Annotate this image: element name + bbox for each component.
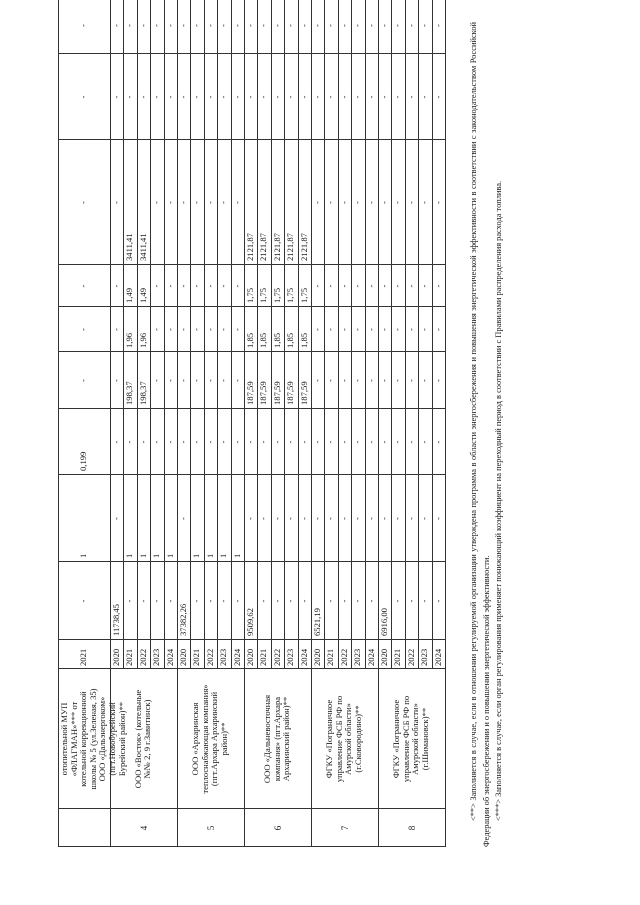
value-c6: - <box>178 284 188 288</box>
value-c4: 187,59 <box>245 381 255 405</box>
value-c2: - <box>419 517 430 520</box>
year: 2020 <box>312 648 322 666</box>
value-c2: 1 <box>137 553 148 558</box>
value-c4: - <box>325 379 336 382</box>
value-c6: 1,75 <box>285 287 296 303</box>
value-c5: - <box>338 328 349 331</box>
row-index: 7 <box>339 825 350 831</box>
year: 2020 <box>111 648 121 666</box>
row-index-cell <box>58 809 110 847</box>
value-c9: - <box>164 24 175 27</box>
value-c9: - <box>271 24 282 27</box>
value-c1: 9509,62 <box>245 608 255 636</box>
value-c6: - <box>325 284 336 288</box>
value-c4: - <box>111 379 121 382</box>
year: 2020 <box>245 648 255 666</box>
year: 2022 <box>137 648 148 666</box>
year: 2023 <box>419 648 430 666</box>
value-c7: 2121,87 <box>258 233 269 261</box>
value-c7: - <box>392 201 403 204</box>
value-c8: - <box>124 95 135 99</box>
value-c6: - <box>405 284 416 288</box>
value-c4: - <box>312 379 322 382</box>
value-c8: - <box>245 95 255 99</box>
value-c3: - <box>111 440 121 444</box>
value-c5: - <box>352 328 363 331</box>
value-c1: - <box>151 599 162 603</box>
value-c9: - <box>258 24 269 27</box>
value-c7: - <box>151 201 162 204</box>
year: 2021 <box>392 648 403 666</box>
value-c9: - <box>151 24 162 27</box>
organization-name: ООО «Дальневосточная компания» (пгт.Архара Архаринский район)** <box>262 694 292 784</box>
value-c6: 1,49 <box>137 287 148 303</box>
value-c7: - <box>338 201 349 204</box>
value-c2: - <box>405 517 416 520</box>
year: 2020 <box>379 648 389 666</box>
value-c4: - <box>379 379 389 382</box>
value-c5: - <box>325 328 336 331</box>
value-c6: - <box>419 284 430 288</box>
value-c7: 2121,87 <box>245 233 255 261</box>
value-c8: - <box>111 95 121 99</box>
value-c7: - <box>111 201 121 204</box>
value-c1: - <box>78 599 88 603</box>
value-c6: - <box>392 284 403 288</box>
value-c9: - <box>432 24 443 27</box>
value-c5: - <box>191 328 202 331</box>
value-c8: - <box>191 95 202 99</box>
value-c2: 1 <box>151 553 162 558</box>
value-c7: - <box>191 201 202 204</box>
year: 2020 <box>178 648 188 666</box>
value-c9: - <box>124 24 135 27</box>
value-c1: - <box>338 599 349 603</box>
value-c2: 1 <box>218 553 229 558</box>
value-c5: - <box>312 328 322 331</box>
value-c6: - <box>191 284 202 288</box>
value-c2: - <box>352 517 363 520</box>
value-c4: - <box>151 379 162 382</box>
value-c9: - <box>419 24 430 27</box>
year: 2021 <box>124 648 135 666</box>
year: 2024 <box>298 648 309 666</box>
value-c5: - <box>405 328 416 331</box>
value-c4: - <box>405 379 416 382</box>
value-c2: - <box>245 517 255 520</box>
value-c4: 198,37 <box>124 381 135 405</box>
value-c4: 187,59 <box>285 381 296 405</box>
value-c5: - <box>178 328 188 331</box>
value-c3: - <box>124 440 135 444</box>
value-c8: - <box>419 95 430 99</box>
value-c3: - <box>392 440 403 444</box>
value-c9: - <box>338 24 349 27</box>
value-c4: 198,37 <box>137 381 148 405</box>
value-c4: - <box>218 379 229 382</box>
value-c7: - <box>432 201 443 204</box>
value-c6: - <box>231 284 242 288</box>
value-c6: - <box>379 284 389 288</box>
value-c5: 1,96 <box>124 332 135 348</box>
value-c2: - <box>432 517 443 520</box>
year: 2022 <box>271 648 282 666</box>
value-c4: - <box>191 379 202 382</box>
value-c1: - <box>298 599 309 603</box>
value-c3: - <box>432 440 443 444</box>
value-c7: 2121,87 <box>271 233 282 261</box>
value-c5: - <box>365 328 376 331</box>
year: 2023 <box>151 648 162 666</box>
value-c1: - <box>352 599 363 603</box>
value-c5: - <box>218 328 229 331</box>
value-c3: - <box>271 440 282 444</box>
value-c3: - <box>325 440 336 444</box>
year: 2024 <box>365 648 376 666</box>
value-c9: - <box>325 24 336 27</box>
value-c4: - <box>352 379 363 382</box>
row-index: 4 <box>138 825 149 831</box>
value-c7: 3411,41 <box>124 233 135 261</box>
value-c1: - <box>218 599 229 603</box>
value-c1: - <box>231 599 242 603</box>
value-c5: - <box>231 328 242 331</box>
value-c2: - <box>379 517 389 520</box>
organization-name: ООО «Архаринская теплоснабжающая компания» (пгт.Архара Архаринский район)** <box>190 684 230 794</box>
value-c1: 6916,00 <box>379 608 389 636</box>
value-c4: - <box>365 379 376 382</box>
value-c9: - <box>204 24 215 27</box>
value-c7: - <box>419 201 430 204</box>
value-c7: - <box>78 201 88 204</box>
value-c2: - <box>258 517 269 520</box>
value-c7: 3411,41 <box>137 233 148 261</box>
value-c9: - <box>78 24 88 27</box>
value-c8: - <box>298 95 309 99</box>
value-c1: - <box>392 599 403 603</box>
value-c3: - <box>204 440 215 444</box>
value-c9: - <box>218 24 229 27</box>
value-c5: - <box>111 328 121 331</box>
value-c6: - <box>111 284 121 288</box>
value-c9: - <box>365 24 376 27</box>
value-c3: - <box>285 440 296 444</box>
value-c5: - <box>151 328 162 331</box>
value-c3: - <box>298 440 309 444</box>
value-c5: 1,85 <box>245 332 255 348</box>
value-c1: - <box>204 599 215 603</box>
value-c6: - <box>352 284 363 288</box>
value-c1: - <box>405 599 416 603</box>
value-c5: 1,85 <box>271 332 282 348</box>
value-c2: - <box>271 517 282 520</box>
tariff-table <box>58 0 454 847</box>
value-c4: - <box>164 379 175 382</box>
value-c6: 1,75 <box>258 287 269 303</box>
value-c5: - <box>204 328 215 331</box>
value-c8: - <box>178 95 188 99</box>
year: 2022 <box>405 648 416 666</box>
value-c5: 1,96 <box>137 332 148 348</box>
value-c5: 1,85 <box>258 332 269 348</box>
value-c3: - <box>365 440 376 444</box>
value-c8: - <box>325 95 336 99</box>
value-c7: - <box>405 201 416 204</box>
value-c6: - <box>151 284 162 288</box>
value-c9: - <box>191 24 202 27</box>
value-c6: - <box>164 284 175 288</box>
value-c9: - <box>379 24 389 27</box>
value-c9: - <box>178 24 188 27</box>
value-c7: - <box>312 201 322 204</box>
value-c7: - <box>164 201 175 204</box>
value-c6: 1,75 <box>245 287 255 303</box>
value-c7: - <box>352 201 363 204</box>
value-c3: - <box>178 440 188 444</box>
value-c9: - <box>312 24 322 27</box>
organization-name: ФГКУ «Пограничное управление ФСБ РФ по Амурской области» (г.Шимановск)** <box>391 695 431 783</box>
value-c9: - <box>298 24 309 27</box>
value-c1: 6521,19 <box>312 608 322 636</box>
value-c3: - <box>245 440 255 444</box>
value-c8: - <box>164 95 175 99</box>
value-c5: 1,85 <box>285 332 296 348</box>
value-c1: - <box>285 599 296 603</box>
table-bottom-border <box>445 0 446 847</box>
value-c2: - <box>365 517 376 520</box>
value-c8: - <box>312 95 322 99</box>
year: 2023 <box>285 648 296 666</box>
year: 2021 <box>191 648 202 666</box>
value-c6: 1,75 <box>298 287 309 303</box>
value-c6: 1,75 <box>271 287 282 303</box>
value-c9: - <box>111 24 121 27</box>
value-c4: - <box>338 379 349 382</box>
value-c8: - <box>432 95 443 99</box>
value-c4: - <box>178 379 188 382</box>
value-c2: - <box>111 517 121 520</box>
value-c2: - <box>178 517 188 520</box>
footnote-3: <***> Заполняется в случае, если орган регулирования применяет понижающий коэффициент на переходный период в соответствии с Правилами распределения расхода топлива. <box>494 180 504 821</box>
value-c2: - <box>392 517 403 520</box>
value-c6: - <box>312 284 322 288</box>
value-c8: - <box>271 95 282 99</box>
value-c3: - <box>312 440 322 444</box>
value-c7: - <box>218 201 229 204</box>
year: 2022 <box>204 648 215 666</box>
value-c8: - <box>218 95 229 99</box>
year: 2021 <box>258 648 269 666</box>
value-c9: - <box>392 24 403 27</box>
value-c4: 187,59 <box>298 381 309 405</box>
value-c7: - <box>204 201 215 204</box>
value-c4: - <box>392 379 403 382</box>
footnotes <box>468 22 506 847</box>
value-c9: - <box>245 24 255 27</box>
value-c5: - <box>164 328 175 331</box>
value-c8: - <box>405 95 416 99</box>
value-c7: - <box>231 201 242 204</box>
value-c3: - <box>191 440 202 444</box>
value-c2: 1 <box>191 553 202 558</box>
organization-name: отопительной МУП «ФЛАГМАН»*** от котельной коррекционной школы № 5 (ул.Зеленая, 35) ООО «Дальэнергоком» (пгт.Новобурейский Бурейский район)** <box>59 688 127 790</box>
value-c5: - <box>392 328 403 331</box>
value-c8: - <box>338 95 349 99</box>
value-c4: - <box>204 379 215 382</box>
value-c9: - <box>137 24 148 27</box>
value-c1: - <box>124 599 135 603</box>
year: 2024 <box>432 648 443 666</box>
value-c8: - <box>379 95 389 99</box>
value-c9: - <box>231 24 242 27</box>
value-c5: - <box>78 328 88 331</box>
organization-name: ООО «Восток» (котельные №№ 2, 9 г.Завитинск) <box>132 689 153 789</box>
value-c3: - <box>338 440 349 444</box>
value-c8: - <box>78 95 88 99</box>
value-c3: - <box>151 440 162 444</box>
value-c8: - <box>285 95 296 99</box>
organization-name: ФГКУ «Пограничное управление ФСБ РФ по Амурской области» (г.Сковородино)** <box>324 695 364 783</box>
value-c9: - <box>285 24 296 27</box>
value-c4: - <box>231 379 242 382</box>
value-c7: 2121,87 <box>285 233 296 261</box>
value-c1: - <box>325 599 336 603</box>
value-c2: - <box>298 517 309 520</box>
value-c8: - <box>365 95 376 99</box>
value-c2: 1 <box>204 553 215 558</box>
value-c3: - <box>137 440 148 444</box>
value-c5: - <box>419 328 430 331</box>
value-c3: - <box>405 440 416 444</box>
value-c6: 1,49 <box>124 287 135 303</box>
value-c2: 1 <box>231 553 242 558</box>
value-c6: - <box>338 284 349 288</box>
value-c6: - <box>432 284 443 288</box>
value-c1: - <box>191 599 202 603</box>
value-c3: - <box>258 440 269 444</box>
footnote-2: <**> Заполняется в случае, если в отношении регулируемой организации утверждена программа в области энергосбережения и повышения энергетической эффективности в соответствии с законодательством Российской Федерации об энергосбережении и о повышении энергетической эффективности. <box>469 22 491 847</box>
value-c9: - <box>352 24 363 27</box>
year: 2024 <box>164 648 175 666</box>
value-c3: - <box>379 440 389 444</box>
value-c2: - <box>338 517 349 520</box>
value-c1: 37382,26 <box>178 603 188 636</box>
value-c7: - <box>379 201 389 204</box>
value-c7: - <box>325 201 336 204</box>
value-c1: - <box>137 599 148 603</box>
value-c6: - <box>78 284 88 288</box>
value-c8: - <box>352 95 363 99</box>
value-c3: - <box>218 440 229 444</box>
value-c1: 11738,45 <box>111 604 121 636</box>
value-c8: - <box>137 95 148 99</box>
row-index: 8 <box>406 825 417 831</box>
value-c2: 1 <box>124 553 135 558</box>
year: 2023 <box>352 648 363 666</box>
value-c9: - <box>405 24 416 27</box>
value-c8: - <box>258 95 269 99</box>
value-c3: - <box>352 440 363 444</box>
value-c2: - <box>312 517 322 520</box>
value-c1: - <box>258 599 269 603</box>
value-c1: - <box>419 599 430 603</box>
value-c3: - <box>164 440 175 444</box>
value-c8: - <box>151 95 162 99</box>
value-c2: 1 <box>164 553 175 558</box>
value-c5: - <box>379 328 389 331</box>
value-c8: - <box>204 95 215 99</box>
value-c6: - <box>218 284 229 288</box>
row-index: 6 <box>272 825 283 831</box>
year: 2023 <box>218 648 229 666</box>
value-c4: - <box>78 379 88 382</box>
value-c4: - <box>419 379 430 382</box>
value-c4: - <box>432 379 443 382</box>
value-c8: - <box>231 95 242 99</box>
value-c7: - <box>365 201 376 204</box>
year: 2022 <box>338 648 349 666</box>
year: 2021 <box>325 648 336 666</box>
year: 2024 <box>231 648 242 666</box>
value-c1: - <box>432 599 443 603</box>
value-c5: - <box>432 328 443 331</box>
value-c2: - <box>325 517 336 520</box>
value-c7: - <box>178 201 188 204</box>
value-c7: 2121,87 <box>298 233 309 261</box>
value-c4: 187,59 <box>271 381 282 405</box>
value-c2: - <box>285 517 296 520</box>
value-c8: - <box>392 95 403 99</box>
value-c4: 187,59 <box>258 381 269 405</box>
value-c2: 1 <box>78 553 88 558</box>
value-c6: - <box>204 284 215 288</box>
value-c3: - <box>231 440 242 444</box>
value-c3: 0,199 <box>78 451 88 471</box>
value-c6: - <box>365 284 376 288</box>
value-c5: 1,85 <box>298 332 309 348</box>
value-c1: - <box>365 599 376 603</box>
value-c1: - <box>164 599 175 603</box>
year: 2021 <box>78 648 88 666</box>
value-c3: - <box>419 440 430 444</box>
value-c1: - <box>271 599 282 603</box>
row-index: 5 <box>205 825 216 831</box>
